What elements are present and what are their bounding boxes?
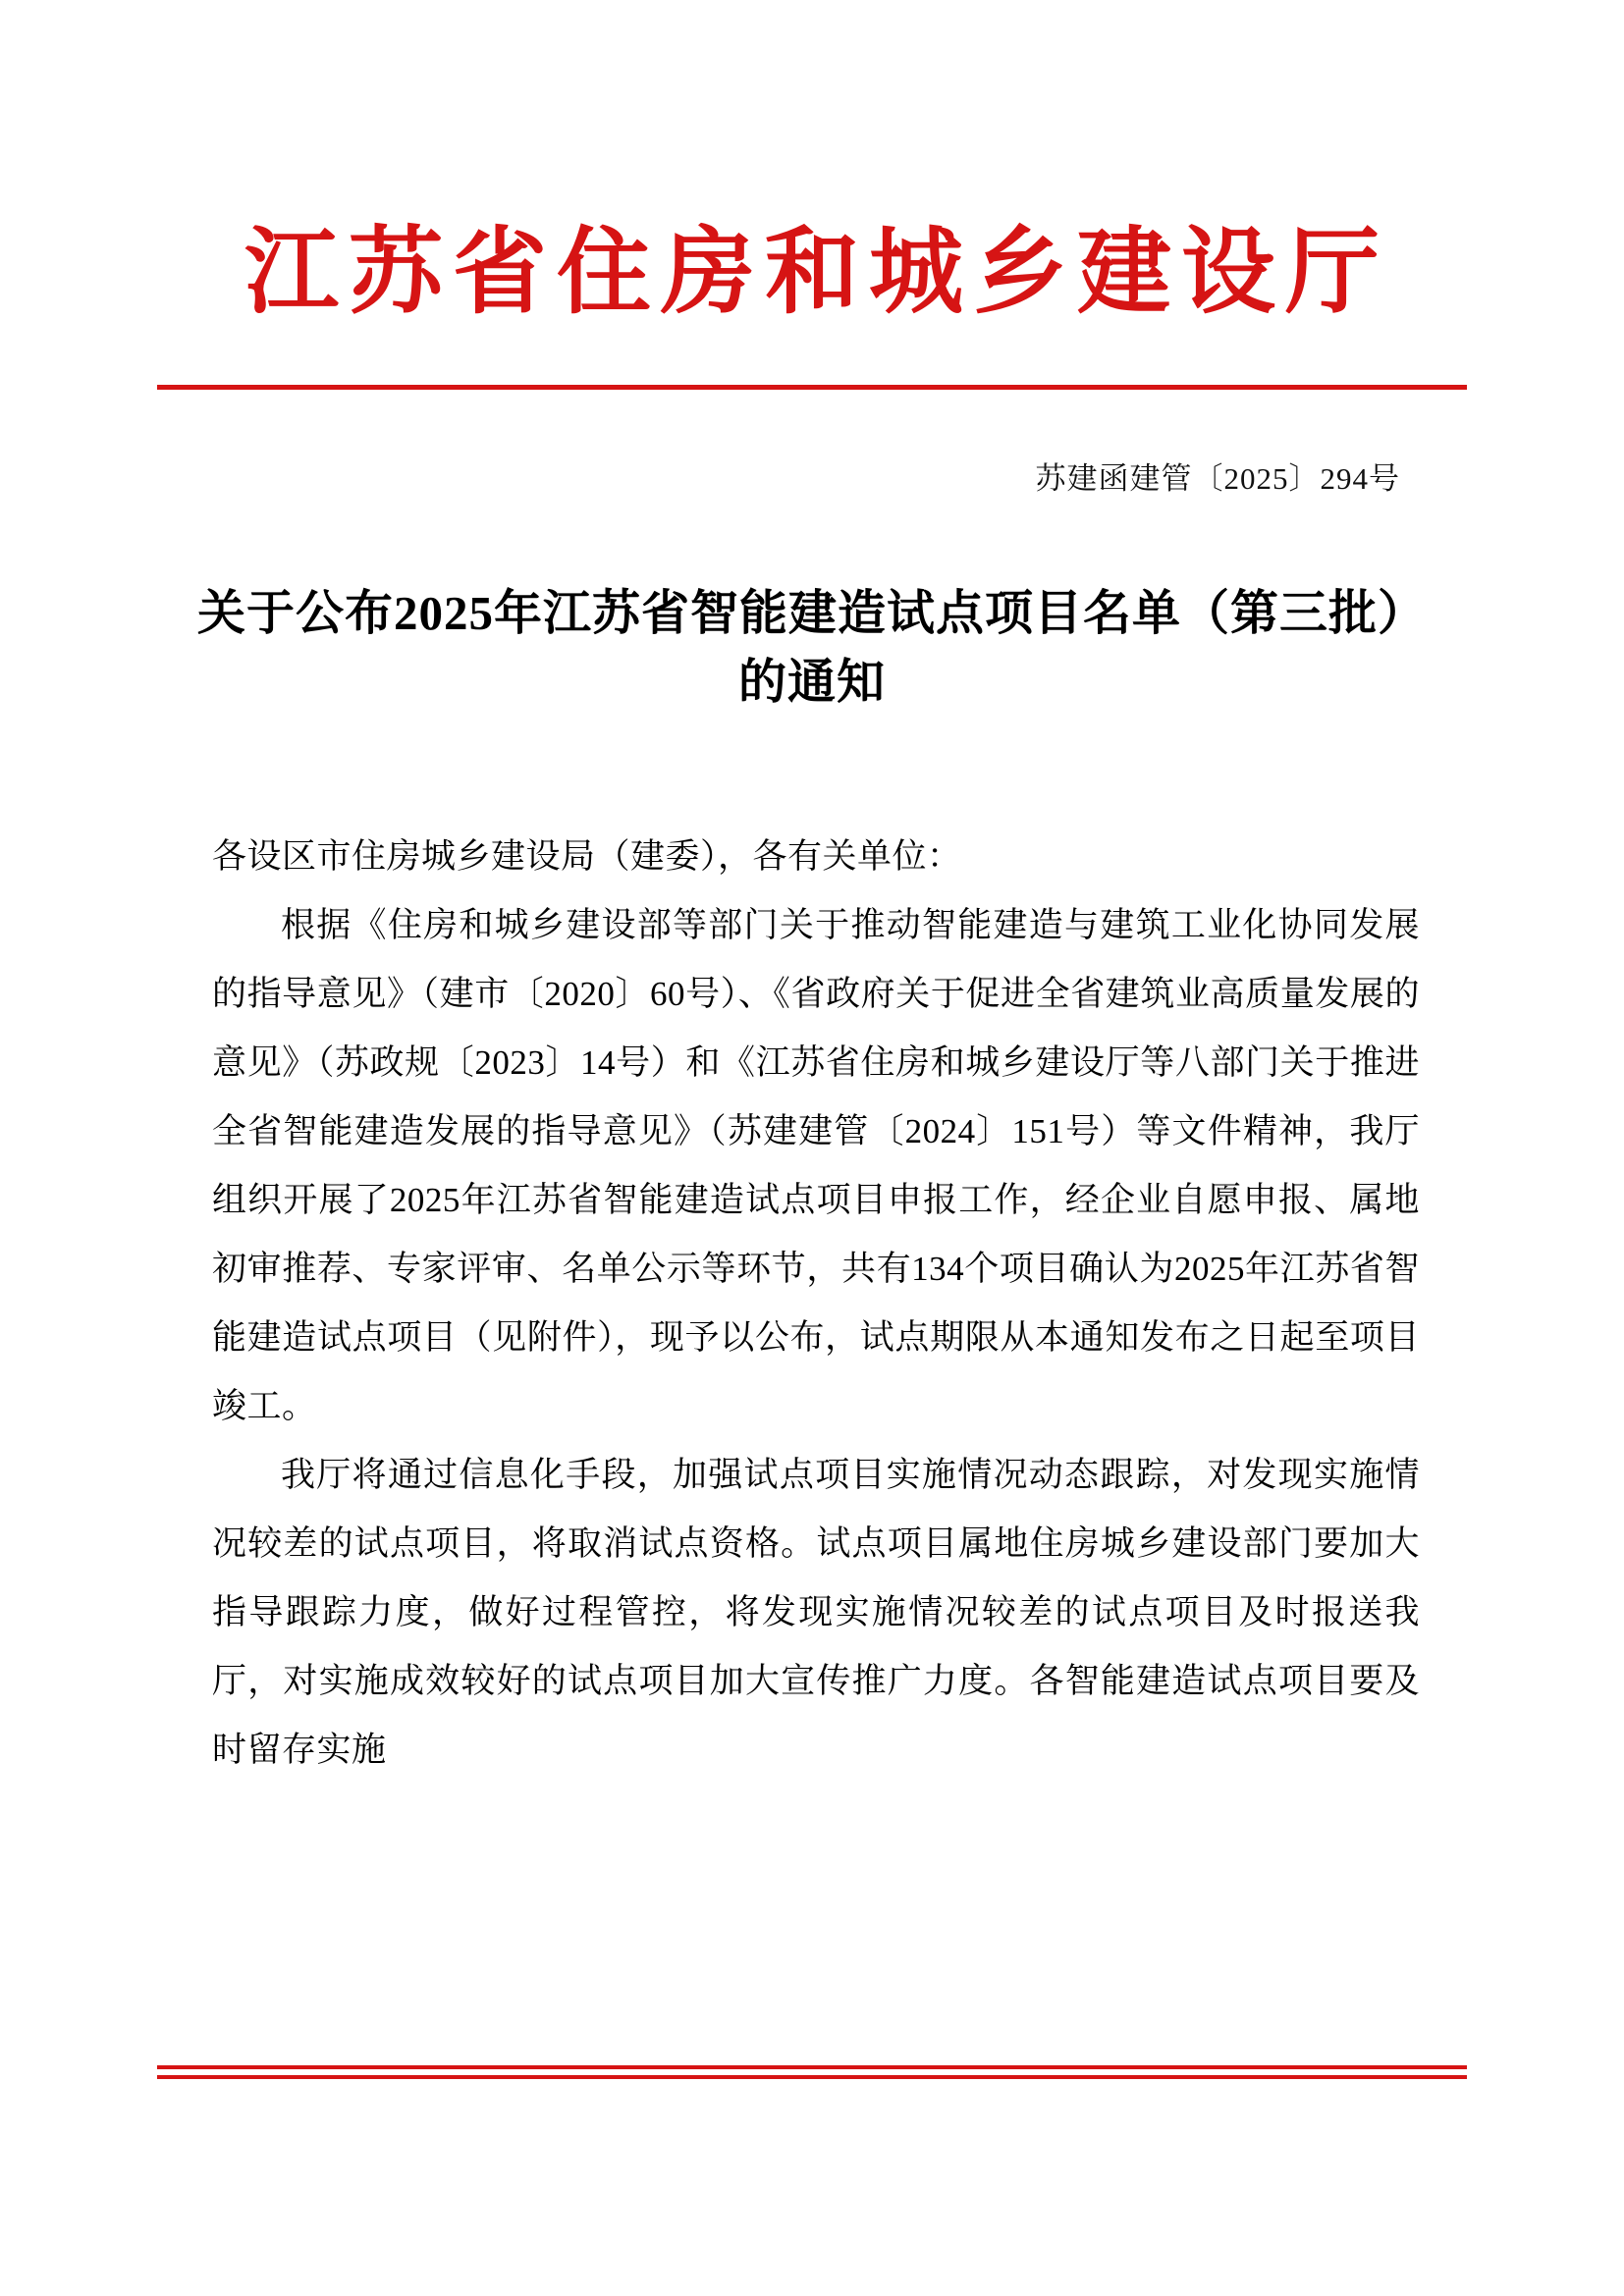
document-number: 苏建函建管〔2025〕294号	[1035, 461, 1400, 496]
document-body	[212, 823, 1420, 1785]
issuing-authority-title: 江苏省住房和城乡建设厅	[244, 220, 1389, 325]
body-paragraph-1: 根据《住房和城乡建设部等部门关于推动智能建造与建筑工业化协同发展的指导意见》（建市〔2020〕60号）、《省政府关于促进全省建筑业高质量发展的意见》（苏政规〔2023〕14号）和《江苏省住房和城乡建设厅等八部门关于推进全省智能建造发展的指导意见》（苏建建管〔2024〕151号）等文件精神，我厅组织开展了2025年江苏省智能建造试点项目申报工作，经企业自愿申报、属地初审推荐、专家评审、名单公示等环节，共有134个项目确认为2025年江苏省智能建造试点项目（见附件），现予以公布，试点期限从本通知发布之日起至项目竣工。	[212, 906, 1420, 1425]
footer-red-rule-top	[157, 2065, 1467, 2069]
salutation: 各设区市住房城乡建设局（建委），各有关单位：	[212, 837, 962, 876]
masthead	[157, 220, 1467, 325]
masthead-red-rule	[157, 385, 1467, 390]
document-title: 关于公布2025年江苏省智能建造试点项目名单（第三批）的通知	[196, 586, 1427, 709]
body-paragraph-2: 我厅将通过信息化手段，加强试点项目实施情况动态跟踪，对发现实施情况较差的试点项目，将取消试点资格。试点项目属地住房城乡建设部门要加大指导跟踪力度，做好过程管控，将发现实施情况较差的试点项目及时报送我厅，对实施成效较好的试点项目加大宣传推广力度。各智能建造试点项目要及时留存实施	[212, 1456, 1420, 1769]
footer-red-rule-bottom	[157, 2075, 1467, 2079]
